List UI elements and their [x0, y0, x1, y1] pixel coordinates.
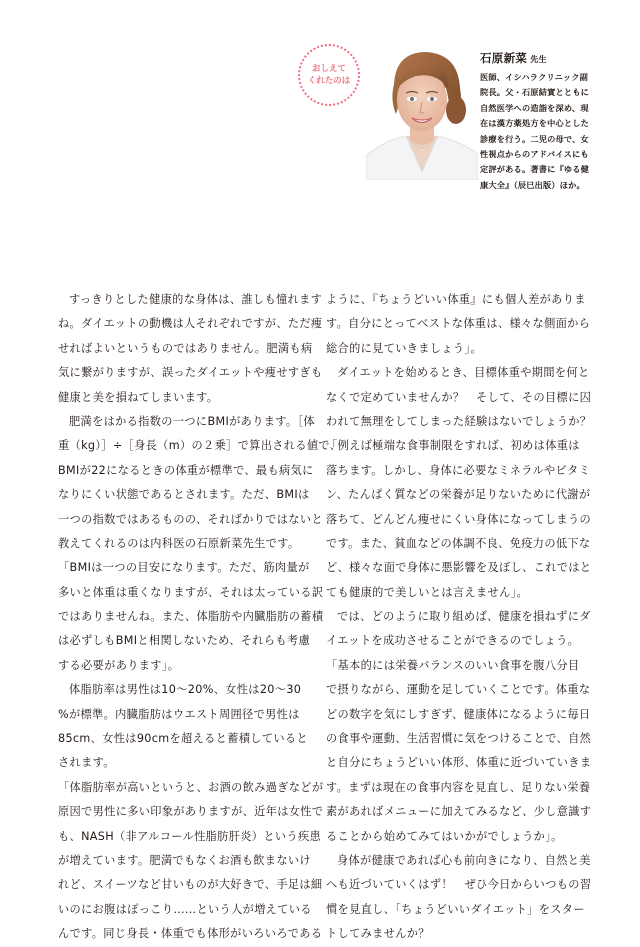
article-text-line: する必要があります」。: [58, 658, 180, 672]
article-text-line: されます。: [58, 756, 115, 770]
article-text-line: 素があればメニューに加えてみるなど、少し意識す: [326, 805, 592, 819]
article-text-line: す。まずは現在の食事内容を見直し、足りない栄養: [326, 780, 591, 794]
article-right-column: [326, 288, 592, 947]
article-text-line: 気に繋がりますが、誤ったダイエットや痩せすぎも: [58, 366, 323, 380]
article-text-line: 85cm、女性は90cmを超えると蓄積していると: [58, 732, 308, 746]
article-text-line: ど、様々な面で身体に悪影響を及ぼし、これではと: [326, 561, 592, 575]
badge-line: おしえて: [311, 64, 346, 74]
article-text-line: で摂りながら、運動を足していくことです。体重な: [326, 683, 591, 697]
article-text-line: 多いと体重は重くなりますが、それは太っている訳: [58, 585, 324, 599]
article-text-line: どの数字を気にしすぎず、健康体になるように毎日: [326, 707, 591, 721]
article-text-line: ン、たんぱく質などの栄養が足りないために代謝が: [326, 488, 591, 502]
article-text-line: われて無理をしてしまった経験はないでしょうか？: [326, 414, 592, 428]
article-text-line: れど、スイーツなど甘いものが大好きで、手足は細: [58, 878, 323, 892]
article-text-line: 「体脂肪率が高いというと、お酒の飲み過ぎなどが: [58, 780, 324, 794]
article-text-line: んです。同じ身長・体重でも体形がいろいろである: [58, 927, 323, 941]
bio-line: 医師、イシハラクリニック副: [480, 72, 588, 82]
article-text-line: 体脂肪率は男性は10～20%、女性は20～30: [69, 683, 302, 697]
article-text-line: 身体が健康であれば心も前向きになり、自然と美: [337, 853, 591, 867]
article-text-line: せればよいというものではありません。肥満も病: [58, 341, 313, 355]
article-text-line: 教えてくれるのは内科医の石原新菜先生です。: [58, 536, 300, 550]
bio-line: 院長。父・石原結實とともに: [480, 87, 590, 98]
bio-line: 在は漢方薬処方を中心とした: [480, 118, 590, 129]
doctor-portrait-photo: [366, 44, 478, 180]
bio-line: 性視点からのアドバイスにも: [480, 149, 589, 160]
doctor-name-heading: [480, 50, 605, 66]
article-text-line: ても健康的で美しいとは言えません」。: [326, 585, 529, 599]
article-text-line: 重（kg）］÷［身長（m）の２乗］で算出される値で、: [58, 439, 342, 453]
article-text-line: 総合的に見ていきましょう」。: [326, 341, 482, 355]
article-text-line: も、NASH（非アルコール性脂肪肝炎）という疾患: [58, 829, 322, 843]
article-text-line: へも近づいていくはず！ ぜひ今日からいつもの習: [326, 878, 592, 892]
article-text-line: 落ちます。しかし、身体に必要なミネラルやビタミ: [326, 463, 591, 477]
article-text-line: 原因で男性に多い印象がありますが、近年は女性で: [58, 805, 324, 819]
article-text-line: と自分にちょうどいい体形、体重に近づいていきま: [326, 756, 592, 770]
bio-line: 診療を行う。二児の母で、女: [480, 133, 589, 144]
article-text-line: すっきりとした健康的な身体は、誰しも憧れます: [69, 293, 323, 306]
article-text-line: ダイエットを始めるとき、目標体重や期間を何と: [337, 366, 590, 380]
article-text-line: 一つの指数ではあるものの、そればかりではないと: [58, 512, 323, 526]
badge-line: くれたのは: [307, 76, 351, 86]
article-text-line: なりにくい状態であるとされます。ただ、BMIは: [58, 488, 310, 502]
article-text-line: が増えています。肥満でもなくお酒も飲まないけ: [58, 853, 311, 867]
article-text-line: なくで定めていませんか？ そして、その目標に囚: [326, 390, 592, 404]
article-text-line: 慣を見直し、「ちょうどいいダイエット」をスター: [326, 902, 585, 916]
article-text-line: 「例えば極端な食事制限をすれば、初めは体重は: [326, 439, 580, 453]
doctor-name: 石原新菜: [480, 51, 528, 65]
article-text-line: ように、『ちょうどいい体重』にも個人差がありま: [326, 293, 586, 306]
article-text-line: の食事や運動、生活習慣に気をつけることで、自然: [326, 732, 592, 746]
article-left-column: [58, 288, 342, 947]
article-text-line: は必ずしもBMIと相関しないため、それらも考慮: [58, 634, 310, 648]
bio-line: 定評がある。著書に『ゆる健: [480, 164, 590, 175]
article-text-line: いのにお腹はぽっこり……という人が増えている: [58, 902, 312, 916]
article-text-line: イエットを成功させることができるのでしょう。: [326, 634, 580, 648]
bio-line: 康大全』（辰巳出版）ほか。: [480, 179, 585, 190]
bio-line: 自然医学への造詣を深め、現: [480, 102, 589, 113]
portrait-illustration: [366, 44, 478, 180]
intro-badge: [298, 44, 360, 106]
article-text-line: す。自分にとってベストな体重は、様々な側面から: [326, 317, 591, 331]
article-text-line: 「基本的には栄養バランスのいい食事を腹八分目: [326, 658, 580, 672]
doctor-title-suffix: 先生: [530, 55, 547, 64]
article-text-line: ることから始めてみてはいかがでしょうか」。: [326, 829, 563, 843]
doctor-profile: [480, 50, 605, 193]
article-text-line: 肥満をはかる指数の一つにBMIがあります。［体: [69, 414, 315, 428]
article-text-line: ね。ダイエットの動機は人それぞれですが、ただ痩: [58, 317, 323, 331]
article-text-line: トしてみませんか？: [326, 927, 430, 941]
article-text-line: では、どのように取り組めば、健康を損ねずにダ: [337, 610, 591, 624]
article-text-line: 「BMIは一つの目安になります。ただ、筋肉量が: [58, 561, 310, 575]
article-text-line: BMIが22になるときの体重が標準で、最も病気に: [58, 463, 314, 477]
article-text-line: %が標準。内臓脂肪はウエスト周囲径で男性は: [58, 707, 300, 721]
article-text-line: 健康と美を損ねてしまいます。: [58, 390, 219, 404]
article-text-line: 落ちて、どんどん痩せにくい身体になってしまうの: [326, 512, 592, 526]
article-text-line: ではありませんね。また、体脂肪や内臓脂肪の蓄積: [58, 610, 324, 624]
article-text-line: です。また、貧血などの体調不良、免疫力の低下な: [326, 536, 591, 550]
